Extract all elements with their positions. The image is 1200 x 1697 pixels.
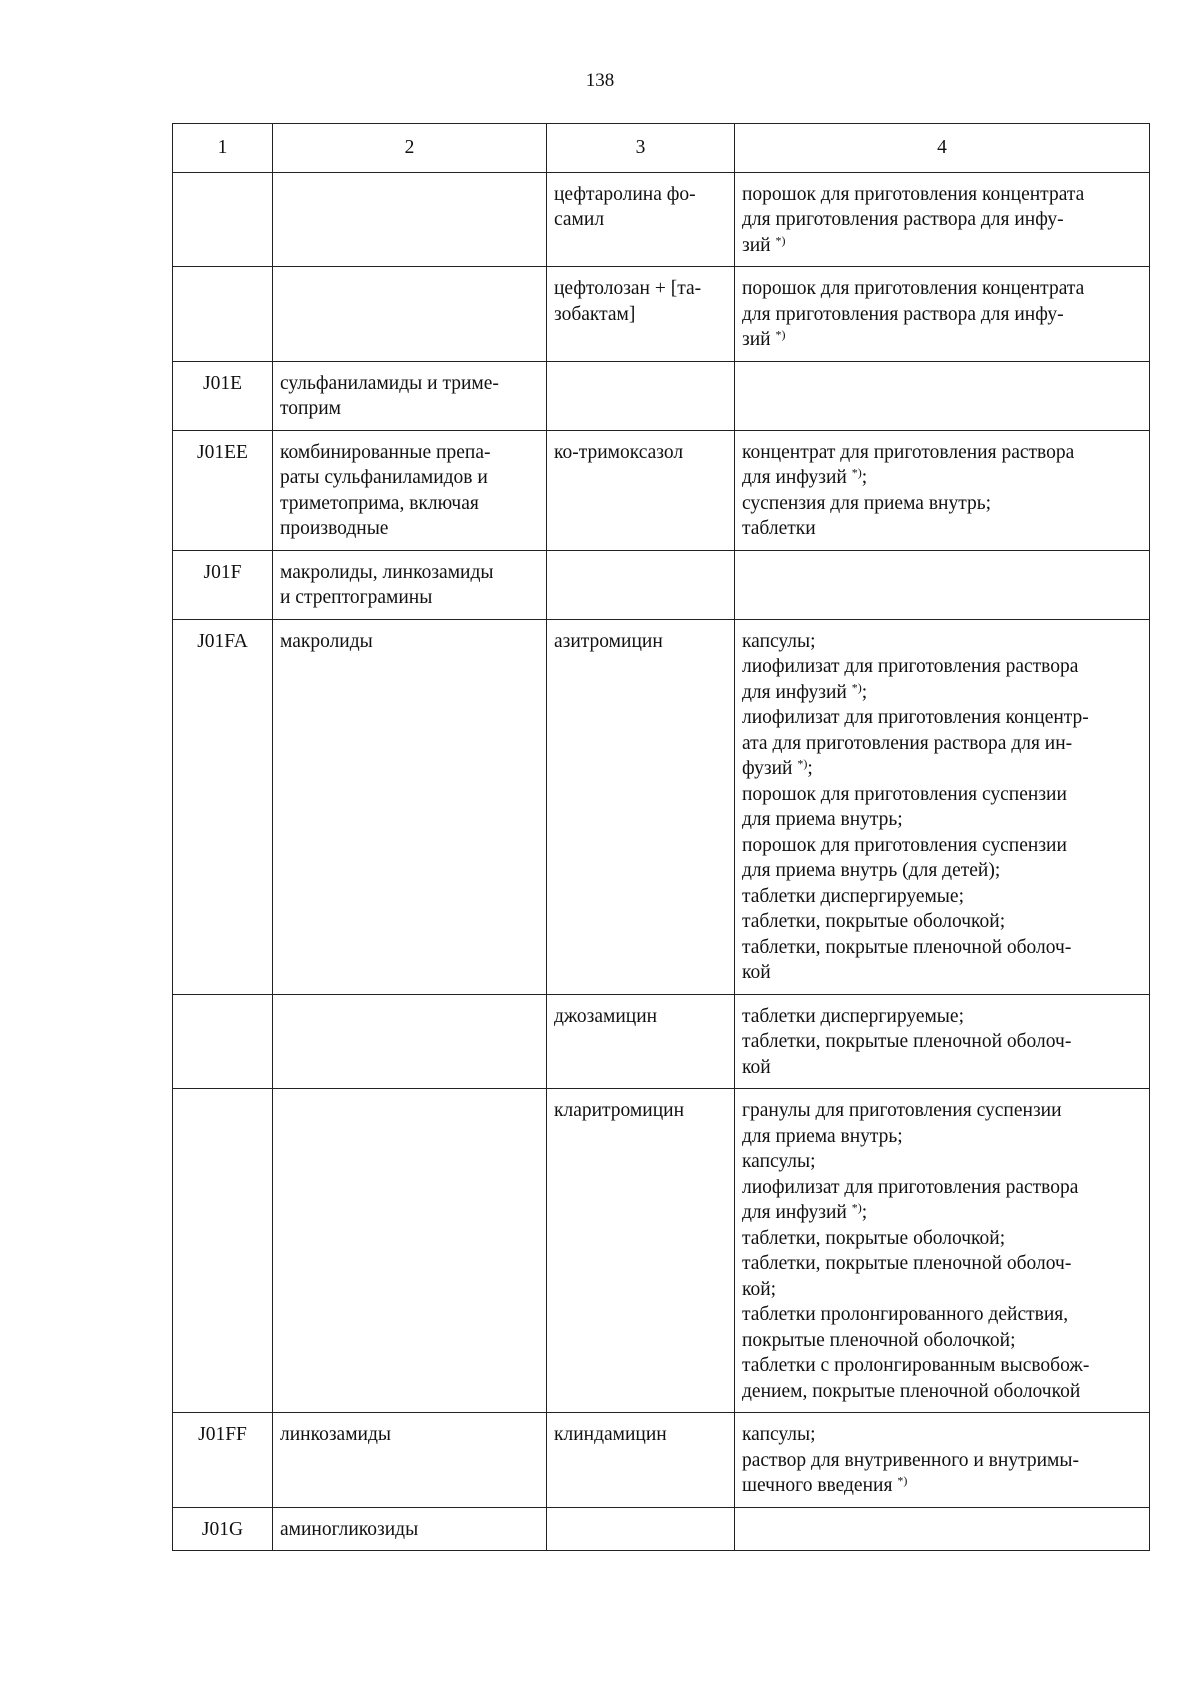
table-row — [173, 361, 1150, 430]
forms-cell-line: дением, покрытые пленочной оболочкой — [742, 1380, 1081, 1402]
drug-cell — [547, 994, 735, 1089]
group-cell — [273, 1507, 547, 1551]
code-cell — [173, 1089, 273, 1413]
code-cell — [173, 267, 273, 362]
table-row — [173, 1507, 1150, 1551]
group-cell-line: раты сульфаниламидов и — [280, 467, 488, 488]
table-row — [173, 1413, 1150, 1508]
code-cell — [173, 994, 273, 1089]
forms-cell-line: для инфузий *); — [742, 465, 868, 488]
footnote-mark: *) — [775, 327, 786, 342]
forms-cell — [735, 1507, 1150, 1551]
drug-cell-line: кларитромицин — [554, 1100, 685, 1121]
table-row — [173, 619, 1150, 994]
forms-cell-line: шечного введения *) — [742, 1473, 908, 1496]
drug-cell — [547, 430, 735, 550]
group-cell-line: макролиды — [280, 630, 373, 652]
forms-cell-line: гранулы для приготовления суспензии — [742, 1100, 1062, 1121]
forms-cell-line: таблетки, покрытые пленочной оболоч- — [742, 1031, 1072, 1052]
forms-cell-line: таблетки, покрытые оболочкой; — [742, 1227, 1006, 1249]
group-cell — [273, 267, 547, 362]
forms-cell-line: концентрат для приготовления раствора — [742, 441, 1075, 463]
drug-cell-line: цефтолозан + [та- — [554, 278, 702, 299]
drug-cell-line: ко-тримоксазол — [554, 441, 684, 463]
group-cell — [273, 361, 547, 430]
forms-cell-line: фузий *); — [742, 756, 813, 779]
forms-cell-line: порошок для приготовления концентрата — [742, 183, 1085, 205]
forms-cell-line: таблетки, покрытые пленочной оболоч- — [742, 936, 1072, 958]
group-cell-line: сульфаниламиды и триме- — [280, 372, 499, 394]
header-cell-4: 4 — [735, 124, 1150, 173]
table-row — [173, 267, 1150, 362]
group-cell-line: аминогликозиды — [280, 1518, 419, 1540]
forms-cell-line: кой — [742, 962, 771, 983]
forms-cell-line: таблетки, покрытые оболочкой; — [742, 911, 1006, 932]
group-cell-line: топрим — [280, 398, 341, 419]
drug-cell — [547, 267, 735, 362]
forms-cell-line: таблетки диспергируемые; — [742, 1005, 964, 1027]
forms-cell-line: таблетки пролонгированного действия, — [742, 1304, 1069, 1325]
forms-cell-line: раствор для внутривенного и внутримы- — [742, 1449, 1079, 1471]
footnote-mark: *) — [851, 465, 862, 480]
group-cell — [273, 1413, 547, 1508]
table-row — [173, 1089, 1150, 1413]
forms-cell-line: таблетки — [742, 518, 816, 539]
forms-cell-line: суспензия для приема внутрь; — [742, 492, 992, 514]
forms-cell-line: лиофилизат для приготовления раствора — [742, 1176, 1079, 1198]
forms-cell — [735, 361, 1150, 430]
drug-table — [172, 123, 1150, 1551]
group-cell — [273, 430, 547, 550]
code-cell: J01FA — [173, 619, 273, 994]
code-cell: J01EE — [173, 430, 273, 550]
forms-cell-line: зий *) — [742, 232, 786, 256]
forms-cell-line: капсулы; — [742, 1424, 816, 1445]
forms-cell — [735, 619, 1150, 994]
forms-cell — [735, 550, 1150, 619]
forms-cell — [735, 1413, 1150, 1508]
forms-cell-line: порошок для приготовления суспензии — [742, 783, 1067, 805]
forms-cell-line: для приготовления раствора для инфу- — [742, 209, 1064, 230]
forms-cell-line: для инфузий *); — [742, 1200, 868, 1223]
drug-cell — [547, 172, 735, 267]
forms-cell-line: капсулы; — [742, 630, 816, 652]
table-header-row — [173, 124, 1150, 173]
drug-cell-line: азитромицин — [554, 630, 663, 652]
header-cell-1: 1 — [173, 124, 273, 173]
drug-cell-line: зобактам] — [554, 303, 636, 325]
table-row — [173, 550, 1150, 619]
group-cell-line: комбинированные препа- — [280, 441, 491, 463]
drug-cell-line: самил — [554, 209, 605, 230]
forms-cell-line: для приема внутрь; — [742, 1125, 903, 1147]
footnote-mark: *) — [897, 1473, 908, 1488]
group-cell-line: производные — [280, 518, 389, 539]
forms-cell-line: кой — [742, 1056, 771, 1078]
group-cell — [273, 1089, 547, 1413]
drug-cell — [547, 361, 735, 430]
group-cell-line: и стрептограмины — [280, 587, 433, 608]
forms-cell-line: ата для приготовления раствора для ин- — [742, 732, 1073, 754]
forms-cell-line: для приема внутрь (для детей); — [742, 860, 1001, 881]
footnote-mark: *) — [797, 756, 808, 771]
forms-cell-line: покрытые пленочной оболочкой; — [742, 1329, 1016, 1351]
code-cell: J01FF — [173, 1413, 273, 1508]
group-cell-line: макролиды, линкозамиды — [280, 561, 494, 583]
forms-cell-line: капсулы; — [742, 1151, 816, 1172]
drug-cell-line: цефтаролина фо- — [554, 183, 696, 205]
group-cell-line: линкозамиды — [280, 1424, 391, 1445]
header-cell-2: 2 — [273, 124, 547, 173]
footnote-mark: *) — [775, 232, 786, 247]
table-row — [173, 172, 1150, 267]
forms-cell-line: таблетки диспергируемые; — [742, 885, 964, 907]
forms-cell-line: порошок для приготовления суспензии — [742, 834, 1067, 856]
code-cell: J01E — [173, 361, 273, 430]
forms-cell — [735, 1089, 1150, 1413]
forms-cell — [735, 267, 1150, 362]
table-row — [173, 994, 1150, 1089]
forms-cell-line: кой; — [742, 1278, 777, 1300]
forms-cell-line: для приема внутрь; — [742, 809, 903, 830]
drug-cell — [547, 1089, 735, 1413]
group-cell — [273, 550, 547, 619]
drug-cell-line: клиндамицин — [554, 1424, 667, 1445]
forms-cell-line: лиофилизат для приготовления концентр- — [742, 707, 1089, 728]
group-cell — [273, 994, 547, 1089]
forms-cell — [735, 994, 1150, 1089]
footnote-mark: *) — [851, 1200, 862, 1215]
drug-cell — [547, 619, 735, 994]
footnote-mark: *) — [851, 679, 862, 694]
group-cell — [273, 172, 547, 267]
group-cell-line: триметоприма, включая — [280, 492, 479, 514]
drug-cell — [547, 1507, 735, 1551]
header-cell-3: 3 — [547, 124, 735, 173]
forms-cell-line: таблетки, покрытые пленочной оболоч- — [742, 1253, 1072, 1274]
forms-cell-line: для приготовления раствора для инфу- — [742, 303, 1064, 325]
forms-cell-line: лиофилизат для приготовления раствора — [742, 656, 1079, 677]
drug-cell-line: джозамицин — [554, 1005, 658, 1027]
drug-cell — [547, 1413, 735, 1508]
code-cell — [173, 172, 273, 267]
forms-cell — [735, 430, 1150, 550]
group-cell — [273, 619, 547, 994]
page-number: 138 — [585, 70, 615, 91]
table-body — [173, 124, 1150, 1551]
table-row — [173, 430, 1150, 550]
forms-cell — [735, 172, 1150, 267]
forms-cell-line: зий *) — [742, 327, 786, 350]
forms-cell-line: таблетки с пролонгированным высвобож- — [742, 1355, 1090, 1376]
drug-cell — [547, 550, 735, 619]
forms-cell-line: для инфузий *); — [742, 679, 868, 703]
code-cell: J01F — [173, 550, 273, 619]
forms-cell-line: порошок для приготовления концентрата — [742, 278, 1085, 299]
code-cell: J01G — [173, 1507, 273, 1551]
